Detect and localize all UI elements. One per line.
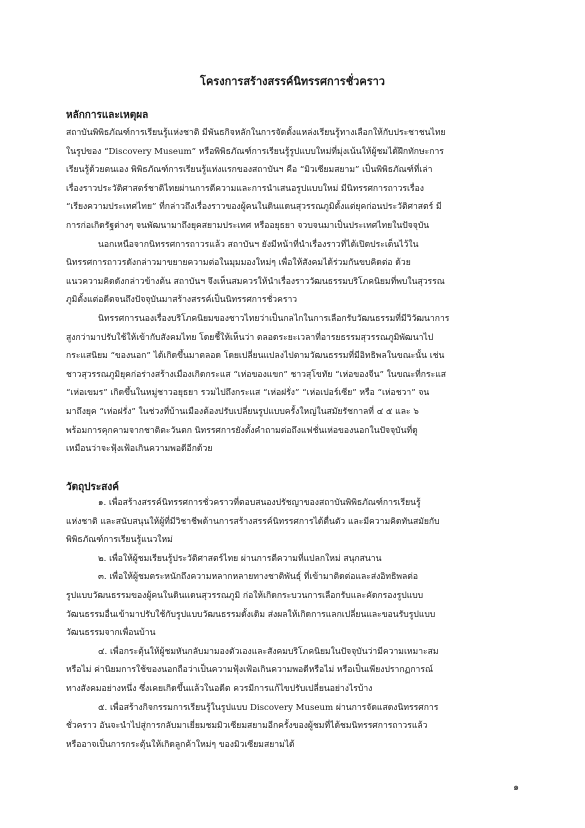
document-title: โครงการสร้างสรรค์นิทรรศการชั่วคราว (200, 75, 385, 88)
text-line: สูงกว่ามาปรับใช้ให้เข้ากับสังคมไทย โดยชี้ให้เห็นว่า ตลอดระยะเวลาที่อารยธรรมสุวรรณภูมิพัฒนาไป (66, 332, 434, 343)
text-line: เรียนรู้ด้วยตนเอง พิพิธภัณฑ์การเรียนรู้แห่งแรกของสถาบันฯ คือ “มิวเซียมสยาม” เป็นพิพิธภัณฑ์ที่เล่า (66, 165, 433, 176)
text-line: แห่งชาติ และสนับสนุนให้ผู้ที่มีวิชาชีพด้านการสร้างสรรค์นิทรรศการได้ตื่นตัว และมีความคิดทันสมัยกับ (66, 516, 440, 527)
section-heading-rationale: หลักการและเหตุผล (66, 110, 149, 121)
text-line: ชั่วคราว อันจะนำไปสู่การกลับมาเยี่ยมชมมิวเซียมสยามอีกครั้งของผู้ชมที่ได้ชมนิทรรศการถาวรแล้ว (66, 721, 428, 732)
text-line: การก่อเกิดรัฐต่างๆ จนพัฒนามาถึงยุคสยามประเทศ หรืออยุธยา จวบจนมาเป็นประเทศไทยในปัจจุบัน (66, 220, 430, 231)
text-line: “เห่อเขมร” เกิดขึ้นในหมู่ชาวอยุธยา รวมไปถึงกระแส “เห่อฝรั่ง” “เห่อเปอร์เซีย” หรือ “เห่อชวา” จน (66, 388, 430, 399)
text-line: วัฒนธรรมจากเพื่อนบ้าน (66, 628, 156, 639)
objective-item: ๓. เพื่อให้ผู้ชมตระหนักถึงความหลากหลายทางชาติพันธุ์ ที่เข้ามาติดต่อและส่งอิทธิพลต่อ (98, 572, 419, 583)
objectives-body (66, 494, 521, 754)
section-heading-objectives: วัตถุประสงค์ (66, 482, 119, 493)
objective-item: ๑. เพื่อสร้างสรรค์นิทรรศการชั่วคราวที่ตอบสนองปรัชญาของสถาบันพิพิธภัณฑ์การเรียนรู้ (98, 498, 421, 508)
text-line: นอกเหนือจากนิทรรศการถาวรแล้ว สถาบันฯ ยังมีหน้าที่นำเรื่องราวที่ได้เปิดประเด็นไว้ใน (98, 239, 419, 250)
text-line: นิทรรศการนองเรื่องบริโภคนิยมของชาวไทยว่าเป็นกลไกในการเลือกรับวัฒนธรรมที่มีวิวัฒนาการ (98, 313, 450, 324)
text-line: หรืออาจเป็นการกระตุ้นให้เกิดลูกค้าใหม่ๆ ของมิวเซียมสยามได้ (66, 739, 295, 750)
text-line: พร้อมการคุกคามจากชาติตะวันตก นิทรรศการยังตั้งคำถามต่อถึงแฟชั่นเห่อของนอกในปัจจุบันที่ดู (66, 425, 418, 436)
text-line: ภูมิตั้งแต่อดีตจนถึงปัจจุบันมาสร้างสรรค์เป็นนิทรรศการชั่วคราว (66, 295, 298, 306)
text-line: นิทรรศการถาวรดังกล่าวมาขยายความต่อในมุมมองใหม่ๆ เพื่อให้สังคมได้ร่วมกันขบคิดต่อ ด้วย (66, 258, 411, 269)
page-number: ๑ (513, 783, 519, 793)
text-line: พิพิธภัณฑ์การเรียนรู้แนวใหม่ (66, 535, 173, 546)
text-line: “เรียงความประเทศไทย” ที่กล่าวถึงเรื่องราวของผู้คนในดินแดนสุวรรณภูมิตั้งแต่ยุคก่อนประวัติศาสตร์ มี (66, 202, 442, 213)
objective-item: ๔. เพื่อกระตุ้นให้ผู้ชมหันกลับมามองตัวเองและสังคมบริโภคนิยมในปัจจุบันว่ามีความเหมาะสม (98, 646, 439, 657)
text-line: สถาบันพิพิธภัณฑ์การเรียนรู้แห่งชาติ มีพันธกิจหลักในการจัดตั้งแหล่งเรียนรู้ทางเลือกให้กับประชาชนไทย (66, 128, 446, 138)
text-line: วัฒนธรรมอื่นเข้ามาปรับใช้กับรูปแบบวัฒนธรรมดั้งเดิม ส่งผลให้เกิดการแลกเปลี่ยนและขอนรับรูปแบบ (66, 609, 436, 620)
text-line: ทางสังคมอย่างหนึ่ง ซึ่งเคยเกิดขึ้นแล้วในอดีต ควรมีการแก้ไขปรับเปลี่ยนอย่างไรบ้าง (66, 683, 373, 694)
text-line: ในรูปของ “Discovery Museum” หรือพิพิธภัณฑ์การเรียนรู้รูปแบบใหม่ที่มุ่งเน้นให้ผู้ชมได้ฝึกทักษะการ (66, 146, 444, 157)
text-line: กระแสนิยม “ของนอก” ได้เกิดขึ้นมาตลอด โดยเปลี่ยนแปลงไปตามวัฒนธรรมที่มีอิทธิพลในขณะนั้น เช่น (66, 351, 445, 362)
text-line: มาถึงยุค “เห่อฝรั่ง” ในช่วงที่บ้านเมืองต้องปรับเปลี่ยนรูปแบบครั้งใหญ่ในสมัยรัชกาลที่ ๔ ๕ และ ๖ (66, 406, 419, 417)
text-line: รูปแบบวัฒนธรรมของผู้คนในดินแดนสุวรรณภูมิ ก่อให้เกิดกระบวนการเลือกรับและคัดกรองรูปแบบ (66, 590, 424, 601)
rationale-body (66, 124, 521, 459)
objective-item: ๕. เพื่อสร้างกิจกรรมการเรียนรู้ในรูปแบบ Discovery Museum ผ่านการจัดแสดงนิทรรศการ (98, 702, 439, 713)
text-line: ชาวสุวรรณภูมิยุคก่อร่างสร้างเมืองเกิดกระแส “เห่อของแขก” ชาวสุโขทัย “เห่อของจีน” ในขณะที่กระแส (66, 369, 447, 380)
text-line: เหมือนว่าจะฟุ้งเฟ้อเกินความพอดีอีกด้วย (66, 444, 213, 455)
objective-item: ๒. เพื่อให้ผู้ชมเรียนรู้ประวัติศาสตร์ไทย ผ่านการตีความที่แปลกใหม่ สนุกสนาน (98, 553, 382, 564)
text-line: หรือไม่ ค่านิยมการใช้ของนอกถือว่าเป็นความฟุ้งเฟ้อเกินความพอดีหรือไม่ หรือเป็นเพียงปรากฏการณ์ (66, 665, 433, 676)
text-line: แนวความคิดดังกล่าวข้างต้น สถาบันฯ จึงเห็นสมควรให้นำเรื่องราววัฒนธรรมบริโภคนิยมที่พบในสุวรรณ (66, 276, 445, 287)
text-line: เรื่องราวประวัติศาสตร์ชาติไทยผ่านการตีความและการนำเสนอรูปแบบใหม่ มีนิทรรศการถาวรเรื่อง (66, 183, 424, 194)
